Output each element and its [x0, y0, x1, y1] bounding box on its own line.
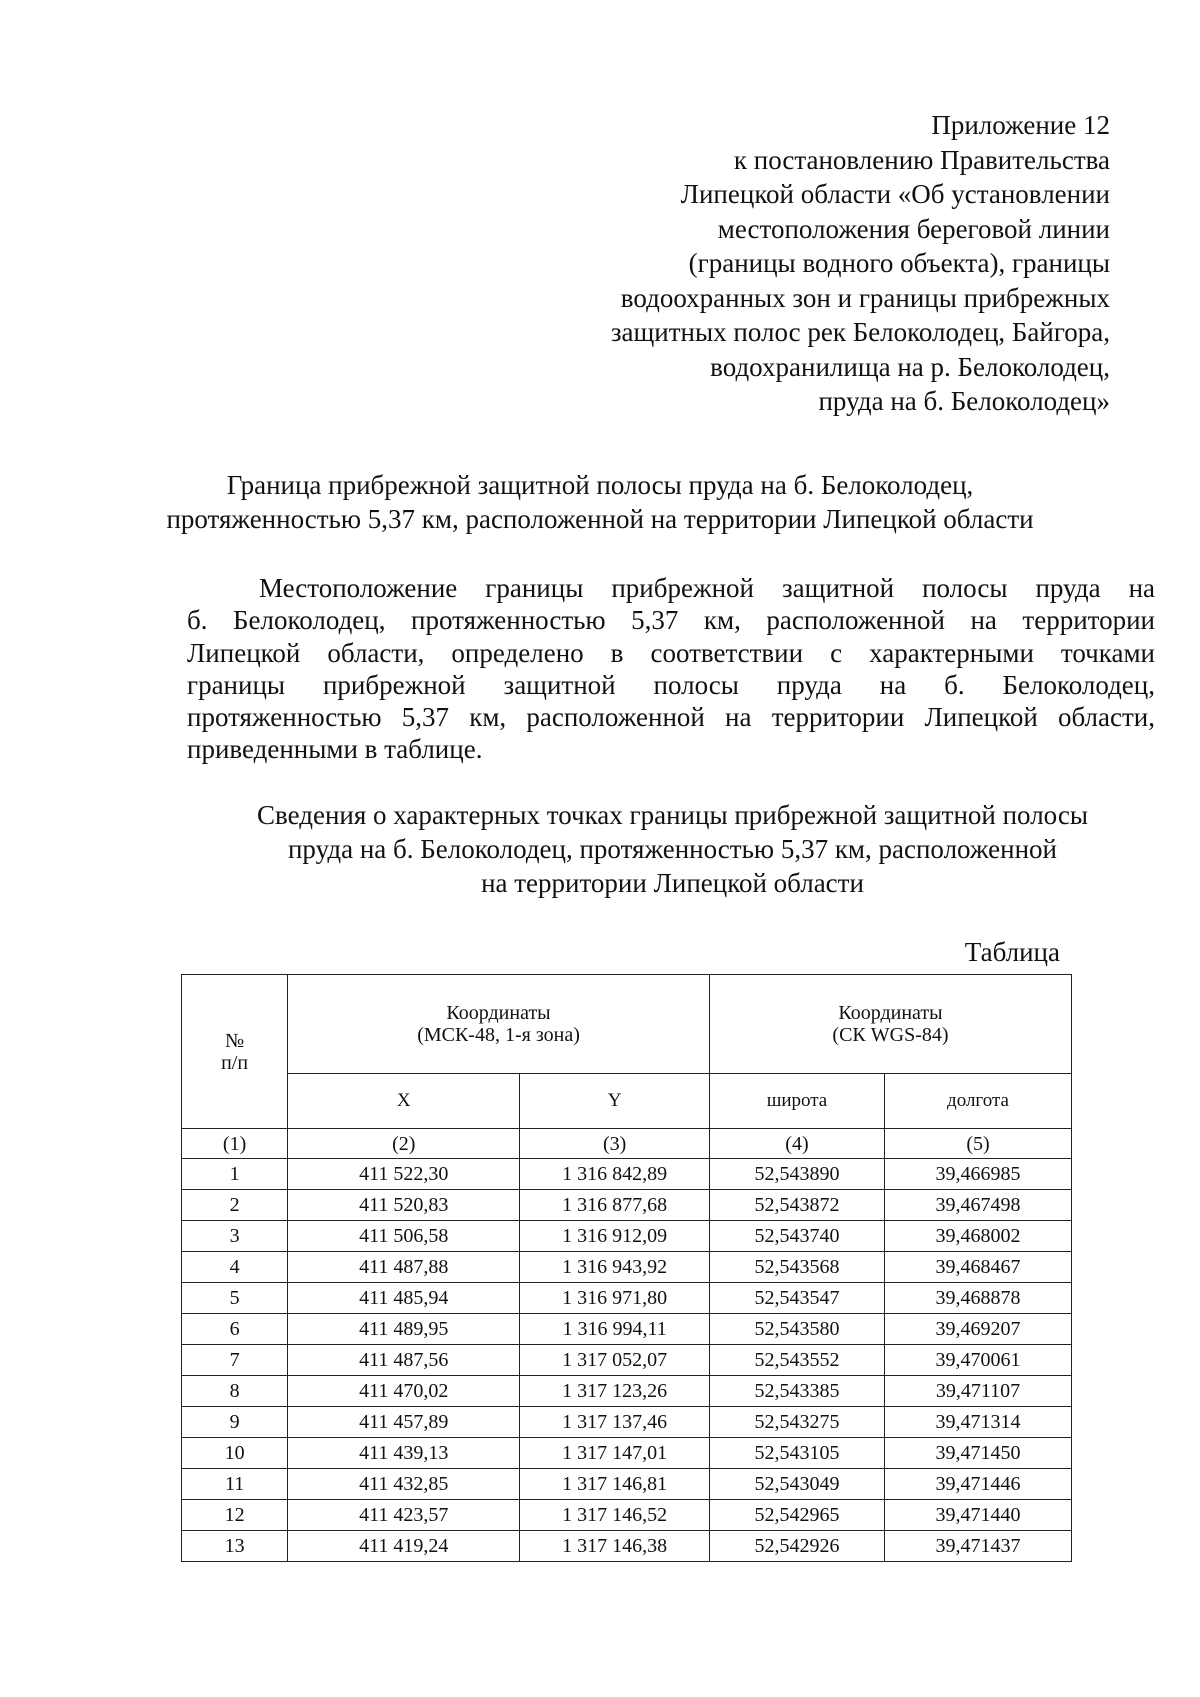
- longitude-cell: 39,468467: [885, 1252, 1072, 1283]
- header-longitude: долгота: [885, 1074, 1072, 1129]
- table-row: [182, 1345, 1072, 1376]
- latitude-cell: 52,543105: [709, 1438, 884, 1469]
- longitude-cell: 39,470061: [885, 1345, 1072, 1376]
- y-coordinate-cell: 1 317 137,46: [520, 1407, 710, 1438]
- paragraph-line: Липецкой области, определено в соответствии с характерными точками: [187, 637, 1155, 668]
- header-x: X: [288, 1074, 520, 1129]
- longitude-cell: 39,471450: [885, 1438, 1072, 1469]
- header-y: Y: [520, 1074, 710, 1129]
- y-coordinate-cell: 1 317 147,01: [520, 1438, 710, 1469]
- point-number-cell: 5: [182, 1283, 288, 1314]
- point-number-cell: 10: [182, 1438, 288, 1469]
- y-coordinate-cell: 1 317 146,38: [520, 1531, 710, 1562]
- longitude-cell: 39,466985: [885, 1159, 1072, 1190]
- point-number-cell: 11: [182, 1469, 288, 1500]
- latitude-cell: 52,543580: [709, 1314, 884, 1345]
- x-coordinate-cell: 411 522,30: [288, 1159, 520, 1190]
- paragraph-line: протяженностью 5,37 км, расположенной на территории Липецкой области,: [187, 702, 1155, 733]
- longitude-cell: 39,467498: [885, 1190, 1072, 1221]
- latitude-cell: 52,543552: [709, 1345, 884, 1376]
- y-coordinate-cell: 1 316 877,68: [520, 1190, 710, 1221]
- table-body: [182, 1129, 1072, 1562]
- longitude-cell: 39,471446: [885, 1469, 1072, 1500]
- table-row: [182, 1190, 1072, 1221]
- table-row: [182, 1407, 1072, 1438]
- point-number-cell: 9: [182, 1407, 288, 1438]
- longitude-cell: 39,468002: [885, 1221, 1072, 1252]
- y-coordinate-cell: 1 317 146,81: [520, 1469, 710, 1500]
- header-wgs-system: (СК WGS-84): [832, 1024, 949, 1046]
- y-coordinate-cell: 1 317 052,07: [520, 1345, 710, 1376]
- header-np-abbr: п/п: [221, 1051, 249, 1074]
- y-coordinate-cell: 1 316 994,11: [520, 1314, 710, 1345]
- point-number-cell: 3: [182, 1221, 288, 1252]
- latitude-cell: 52,543872: [709, 1190, 884, 1221]
- latitude-cell: 52,543049: [709, 1469, 884, 1500]
- latitude-cell: 52,543568: [709, 1252, 884, 1283]
- header-latitude: широта: [709, 1074, 884, 1129]
- point-number-cell: 1: [182, 1159, 288, 1190]
- latitude-cell: 52,543740: [709, 1221, 884, 1252]
- table-row: [182, 1159, 1072, 1190]
- column-number: (1): [182, 1129, 288, 1159]
- header-msk-system: (МСК-48, 1-я зона): [417, 1024, 580, 1046]
- x-coordinate-cell: 411 439,13: [288, 1438, 520, 1469]
- table-row: [182, 1376, 1072, 1407]
- longitude-cell: 39,471440: [885, 1500, 1072, 1531]
- paragraph-line: границы прибрежной защитной полосы пруда на б. Белоколодец,: [187, 669, 1155, 700]
- point-number-cell: 2: [182, 1190, 288, 1221]
- x-coordinate-cell: 411 506,58: [288, 1221, 520, 1252]
- y-coordinate-cell: 1 317 146,52: [520, 1500, 710, 1531]
- title-line: Граница прибрежной защитной полосы пруда на б. Белоколодец,: [226, 470, 974, 500]
- table-row: [182, 1438, 1072, 1469]
- latitude-cell: 52,543275: [709, 1407, 884, 1438]
- paragraph-line: приведенными в таблице.: [187, 734, 483, 765]
- annex-header: [490, 108, 1110, 419]
- latitude-cell: 52,542926: [709, 1531, 884, 1562]
- point-number-cell: 6: [182, 1314, 288, 1345]
- coordinates-table: [181, 974, 1072, 1562]
- x-coordinate-cell: 411 432,85: [288, 1469, 520, 1500]
- point-number-cell: 13: [182, 1531, 288, 1562]
- annex-line: водохранилища на р. Белоколодец,: [710, 351, 1110, 382]
- longitude-cell: 39,468878: [885, 1283, 1072, 1314]
- annex-line: водоохранных зон и границы прибрежных: [620, 282, 1110, 313]
- y-coordinate-cell: 1 316 842,89: [520, 1159, 710, 1190]
- header-msk-group: [288, 975, 710, 1074]
- annex-line: к постановлению Правительства: [733, 144, 1110, 175]
- column-number: (4): [709, 1129, 884, 1159]
- x-coordinate-cell: 411 489,95: [288, 1314, 520, 1345]
- latitude-cell: 52,542965: [709, 1500, 884, 1531]
- x-coordinate-cell: 411 470,02: [288, 1376, 520, 1407]
- header-wgs-title: Координаты: [838, 1002, 943, 1024]
- longitude-cell: 39,471314: [885, 1407, 1072, 1438]
- x-coordinate-cell: 411 485,94: [288, 1283, 520, 1314]
- point-number-cell: 8: [182, 1376, 288, 1407]
- annex-line: защитных полос рек Белоколодец, Байгора,: [610, 317, 1110, 347]
- table-row: [182, 1314, 1072, 1345]
- longitude-cell: 39,471437: [885, 1531, 1072, 1562]
- table-row: [182, 1469, 1072, 1500]
- point-number-cell: 7: [182, 1345, 288, 1376]
- header-wgs-group: [709, 975, 1071, 1074]
- x-coordinate-cell: 411 419,24: [288, 1531, 520, 1562]
- longitude-cell: 39,471107: [885, 1376, 1072, 1407]
- latitude-cell: 52,543547: [709, 1283, 884, 1314]
- table-label: Таблица: [964, 937, 1060, 967]
- x-coordinate-cell: 411 487,56: [288, 1345, 520, 1376]
- x-coordinate-cell: 411 457,89: [288, 1407, 520, 1438]
- annex-line: пруда на б. Белоколодец»: [818, 386, 1110, 416]
- header-np: [182, 975, 288, 1129]
- longitude-cell: 39,469207: [885, 1314, 1072, 1345]
- table-row: [182, 1252, 1072, 1283]
- title-line: протяженностью 5,37 км, расположенной на территории Липецкой области: [166, 504, 1034, 534]
- table-row: [182, 1283, 1072, 1314]
- latitude-cell: 52,543385: [709, 1376, 884, 1407]
- header-msk-title: Координаты: [446, 1002, 551, 1024]
- table-heading: [120, 798, 1200, 900]
- subtitle-line: пруда на б. Белоколодец, протяженностью 5,37 км, расположенной: [287, 834, 1058, 864]
- document-title: [120, 468, 1080, 536]
- column-number: (3): [520, 1129, 710, 1159]
- x-coordinate-cell: 411 520,83: [288, 1190, 520, 1221]
- y-coordinate-cell: 1 316 971,80: [520, 1283, 710, 1314]
- y-coordinate-cell: 1 317 123,26: [520, 1376, 710, 1407]
- column-number: (2): [288, 1129, 520, 1159]
- annex-line: (границы водного объекта), границы: [688, 248, 1110, 278]
- header-np-symbol: №: [225, 1029, 245, 1052]
- paragraph-line: Местоположение границы прибрежной защитной полосы пруда на: [259, 573, 1155, 603]
- x-coordinate-cell: 411 423,57: [288, 1500, 520, 1531]
- subtitle-line: на территории Липецкой области: [481, 868, 864, 898]
- annex-line: Липецкой области «Об установлении: [680, 179, 1110, 209]
- y-coordinate-cell: 1 316 943,92: [520, 1252, 710, 1283]
- point-number-cell: 12: [182, 1500, 288, 1531]
- y-coordinate-cell: 1 316 912,09: [520, 1221, 710, 1252]
- body-paragraph: [187, 572, 1155, 766]
- column-number-row: [182, 1129, 1072, 1159]
- annex-line: местоположения береговой линии: [717, 213, 1110, 244]
- table-row: [182, 1500, 1072, 1531]
- subtitle-line: Сведения о характерных точках границы прибрежной защитной полосы: [257, 800, 1088, 830]
- annex-line: Приложение 12: [931, 110, 1110, 140]
- paragraph-line: б. Белоколодец, протяженностью 5,37 км, расположенной на территории: [187, 605, 1155, 636]
- x-coordinate-cell: 411 487,88: [288, 1252, 520, 1283]
- point-number-cell: 4: [182, 1252, 288, 1283]
- column-number: (5): [885, 1129, 1072, 1159]
- table-row: [182, 1221, 1072, 1252]
- table-row: [182, 1531, 1072, 1562]
- latitude-cell: 52,543890: [709, 1159, 884, 1190]
